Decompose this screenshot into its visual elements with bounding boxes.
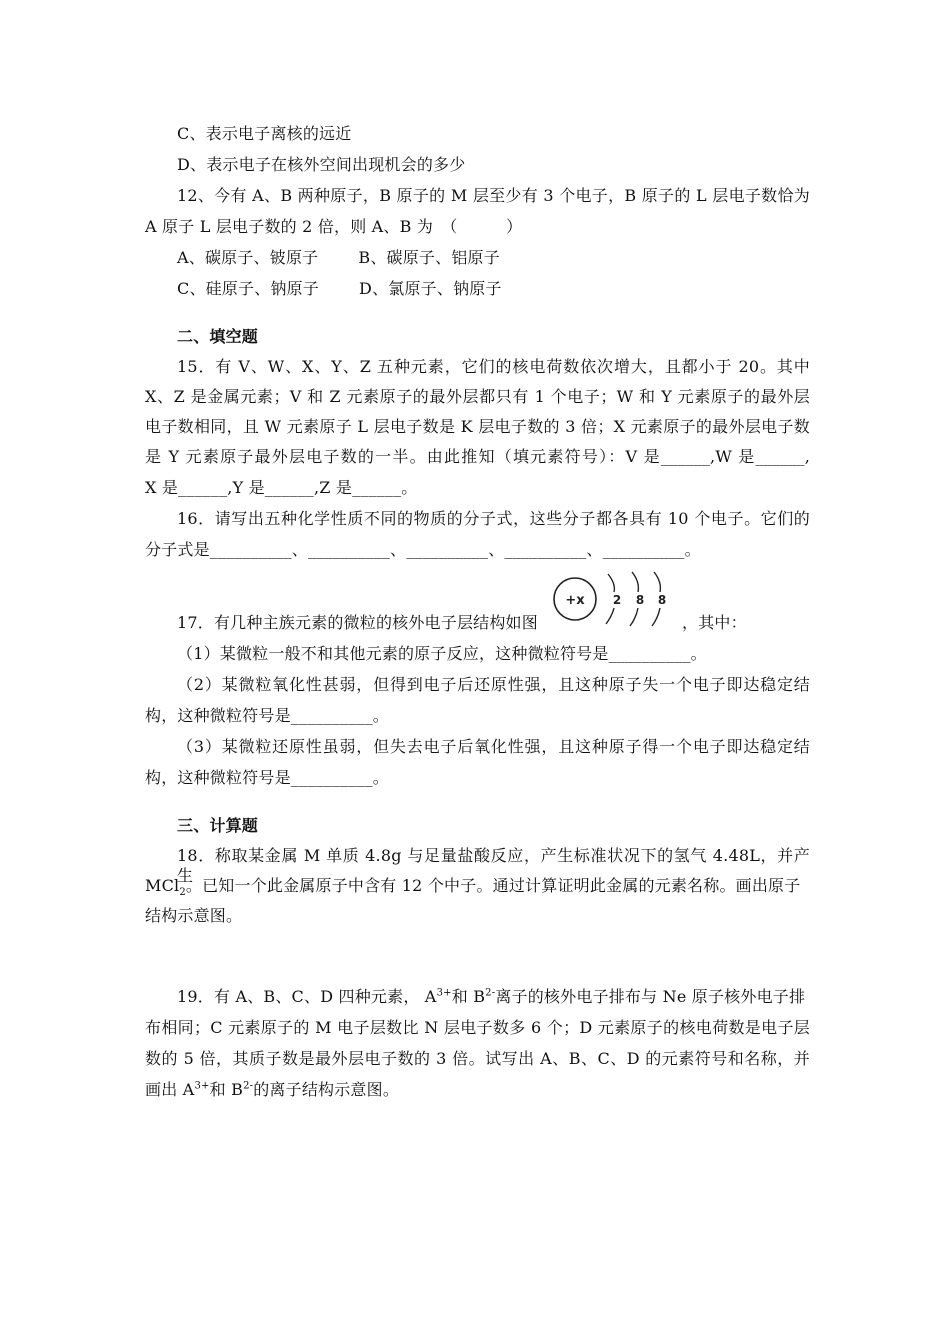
shell-3-count: 8 bbox=[657, 593, 667, 607]
q19-line-3: 数的 5 倍，其质子数是最外层电子数的 3 倍。试写出 A、B、C、D 的元素符号和名称，并 bbox=[145, 1049, 810, 1068]
q17-part-2-line-1: （2）某微粒氧化性甚弱，但得到电子后还原性强，且这种原子失一个电子即达稳定结 bbox=[177, 675, 810, 694]
q19-line-2: 布相同；C 元素原子的 M 电子层数比 N 层电子数多 6 个；D 元素原子的核电荷数是电子层 bbox=[145, 1018, 810, 1037]
ion-charge-b: 2- bbox=[485, 987, 496, 999]
q18-line-3: 结构示意图。 bbox=[145, 906, 243, 925]
q19-line-1-b: 和 B bbox=[451, 987, 486, 1006]
q19-line-1-c: 离子的核外电子排布与 Ne 原子核外电子排 bbox=[495, 987, 806, 1006]
q15-line-5: X 是______,Y 是______,Z 是______。 bbox=[145, 478, 418, 497]
q19-line-4-a: 画出 A bbox=[145, 1080, 195, 1099]
q17-part-2-line-2: 构，这种微粒符号是__________。 bbox=[145, 706, 390, 725]
q19-line-1-a: 19．有 A、B、C、D 四种元素， A bbox=[177, 987, 437, 1006]
atom-structure-diagram bbox=[552, 566, 680, 632]
q15-line-4: 是 Y 元素原子最外层电子数的一半。由此推知（填元素符号）：V 是______,W 是______, bbox=[145, 447, 810, 466]
shell-2-count: 8 bbox=[635, 593, 645, 607]
q17-part-1: （1）某微粒一般不和其他元素的原子反应，这种微粒符号是__________。 bbox=[177, 644, 707, 663]
q15-line-2: X、Z 是金属元素；V 和 Z 元素原子的最外层都只有 1 个电子；W 和 Y 元素原子的最外层 bbox=[145, 387, 810, 406]
q15-line-3: 电子数相同，且 W 元素原子 L 层电子数是 K 层电子数的 3 倍；X 元素原子的最外层电子数 bbox=[145, 417, 810, 436]
q15-line-1: 15．有 V、W、X、Y、Z 五种元素，它们的核电荷数依次增大，且都小于 20。其中 bbox=[177, 357, 810, 376]
q17-part-3-line-1: （3）某微粒还原性虽弱，但失去电子后氧化性强，且这种原子得一个电子即达稳定结 bbox=[177, 737, 810, 756]
q12-option-c: C、硅原子、钠原子 bbox=[177, 279, 320, 298]
q12-option-a: A、碳原子、铍原子 bbox=[177, 248, 319, 267]
ion-charge-b-2: 2- bbox=[243, 1080, 254, 1092]
q12-line-1: 12、今有 A、B 两种原子，B 原子的 M 层至少有 3 个电子，B 原子的 L 层电子数恰为 bbox=[177, 186, 810, 205]
q17-intro-tail: ，其中： bbox=[682, 613, 747, 632]
q19-line-4-b: 和 B bbox=[209, 1080, 244, 1099]
ion-charge-a-2: 3+ bbox=[194, 1080, 210, 1092]
nucleus-label: +x bbox=[565, 593, 585, 608]
q12-option-d: D、氯原子、钠原子 bbox=[359, 279, 502, 298]
formula-mcl: MCl bbox=[145, 876, 180, 895]
q17-part-3-line-2: 构，这种微粒符号是__________。 bbox=[145, 768, 390, 787]
q16-line-2: 分子式是__________、__________、__________、__________、__________。 bbox=[145, 540, 701, 559]
q16-line-1: 16．请写出五种化学性质不同的物质的分子式，这些分子都各具有 10 个电子。它们的 bbox=[177, 509, 810, 528]
q17-intro: 17．有几种主族元素的微粒的核外电子层结构如图 bbox=[177, 613, 538, 632]
q18-line-2 bbox=[145, 876, 810, 899]
q19-line-4 bbox=[145, 1080, 810, 1100]
section-3-title: 三、计算题 bbox=[177, 816, 259, 835]
section-2-title: 二、填空题 bbox=[177, 327, 259, 346]
q18-line-1: 18．称取某金属 M 单质 4.8g 与足量盐酸反应，产生标准状况下的氢气 4.48L，并产生 bbox=[177, 846, 810, 885]
q12-options-row-2 bbox=[177, 279, 810, 299]
q12-options-row-1 bbox=[177, 248, 810, 268]
q12-line-2: A 原子 L 层电子数的 2 倍，则 A、B 为 （ ） bbox=[145, 217, 523, 236]
q19-line-1 bbox=[177, 987, 810, 1007]
q18-line-2-text: 。已知一个此金属原子中含有 12 个中子。通过计算证明此金属的元素名称。画出原子 bbox=[185, 876, 801, 895]
shell-1-count: 2 bbox=[612, 593, 622, 607]
ion-charge-a: 3+ bbox=[436, 987, 452, 999]
q11-option-d: D、表示电子在核外空间出现机会的多少 bbox=[177, 155, 466, 174]
q19-line-4-c: 的离子结构示意图。 bbox=[253, 1080, 400, 1099]
q12-option-b: B、碳原子、铝原子 bbox=[358, 248, 500, 267]
formula-subscript: 2 bbox=[179, 887, 186, 899]
q11-option-c: C、表示电子离核的远近 bbox=[177, 124, 352, 143]
